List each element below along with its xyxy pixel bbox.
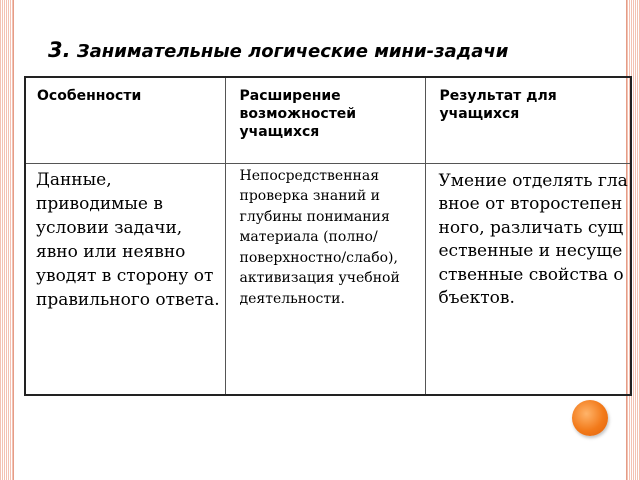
cell-student-capabilities: Непосредственная проверка знаний и глубины понимания материала (полно/поверхностно/слабо), активизация учебной деятельности.	[225, 163, 425, 395]
cell-student-result: Умение отделять главное от второстепенного, различать существенные и несущественные свойства объектов.	[425, 163, 631, 395]
orange-circle-decoration	[572, 400, 608, 436]
features-table	[24, 76, 632, 396]
slide-title-number: 3.	[48, 38, 71, 62]
table-header-row	[25, 77, 631, 163]
header-student-result: Результат для учащихся	[425, 77, 631, 163]
cell-features: Данные, приводимые в условии задачи, явно или неявно уводят в сторону от правильного ответа.	[25, 163, 225, 395]
table-row	[25, 163, 631, 395]
slide-title	[48, 38, 508, 62]
slide-title-text: Занимательные логические мини-задачи	[76, 41, 509, 62]
header-student-capabilities: Расширение возможностей учащихся	[225, 77, 425, 163]
left-decorative-stripe	[0, 0, 13, 480]
header-features: Особенности	[25, 77, 225, 163]
left-stripe-edge	[13, 0, 14, 480]
